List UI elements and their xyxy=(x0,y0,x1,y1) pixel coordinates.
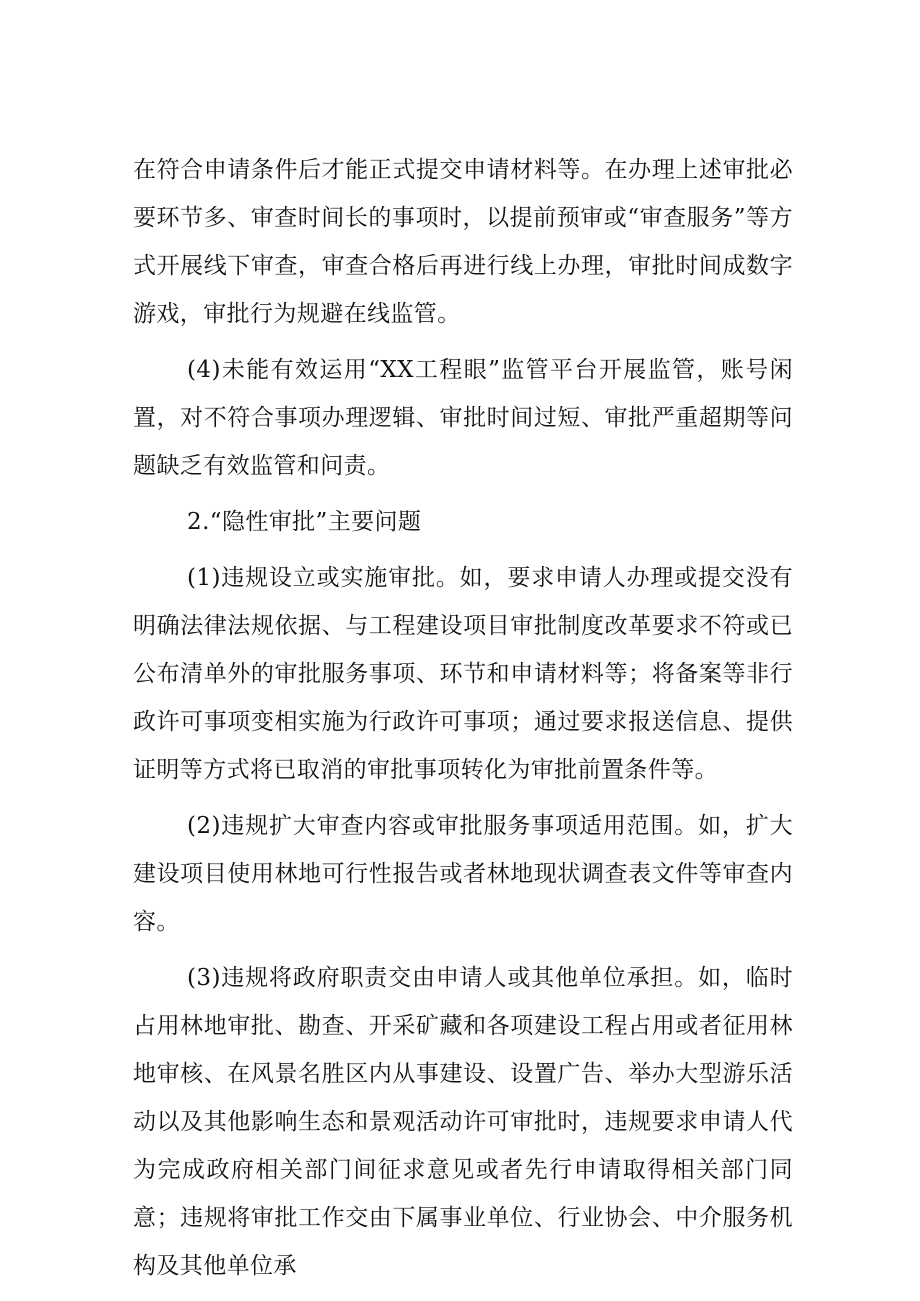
paragraph-continuation: 在符合申请条件后才能正式提交申请材料等。在办理上述审批必要环节多、审查时间长的事项时，以提前预审或“审查服务”等方式开展线下审查，审查合格后再进行线上办理，审批时间成数字游戏，审批行为规避在线监管。 xyxy=(133,157,793,327)
paragraph-item-1: (1)违规设立或实施审批。如，要求申请人办理或提交没有明确法律法规依据、与工程建设项目审批制度改革要求不符或已公布清单外的审批服务事项、环节和申请材料等；将备案等非行政许可事项变相实施为行政许可事项；通过要求报送信息、提供证明等方式将已取消的审批事项转化为审批前置条件等。 xyxy=(133,565,793,783)
paragraph-item-2: (2)违规扩大审查内容或审批服务事项适用范围。如，扩大建设项目使用林地可行性报告或者林地现状调查表文件等审查内容。 xyxy=(133,813,793,935)
section-heading-hidden-approval: 2.“隐性审批”主要问题 xyxy=(187,509,422,535)
document-body xyxy=(133,146,793,1290)
paragraph-item-3: (3)违规将政府职责交由申请人或其他单位承担。如，临时占用林地审批、勘查、开采矿藏和各项建设工程占用或者征用林地审核、在风景名胜区内从事建设、设置广告、举办大型游乐活动以及其他影响生态和景观活动许可审批时，违规要求申请人代为完成政府相关部门间征求意见或者先行申请取得相关部门同意；违规将审批工作交由下属事业单位、行业协会、中介服务机构及其他单位承 xyxy=(133,965,793,1279)
paragraph-item-4: (4)未能有效运用“XX工程眼”监管平台开展监管，账号闲置，对不符合事项办理逻辑、审批时间过短、审批严重超期等问题缺乏有效监管和问责。 xyxy=(133,357,793,479)
